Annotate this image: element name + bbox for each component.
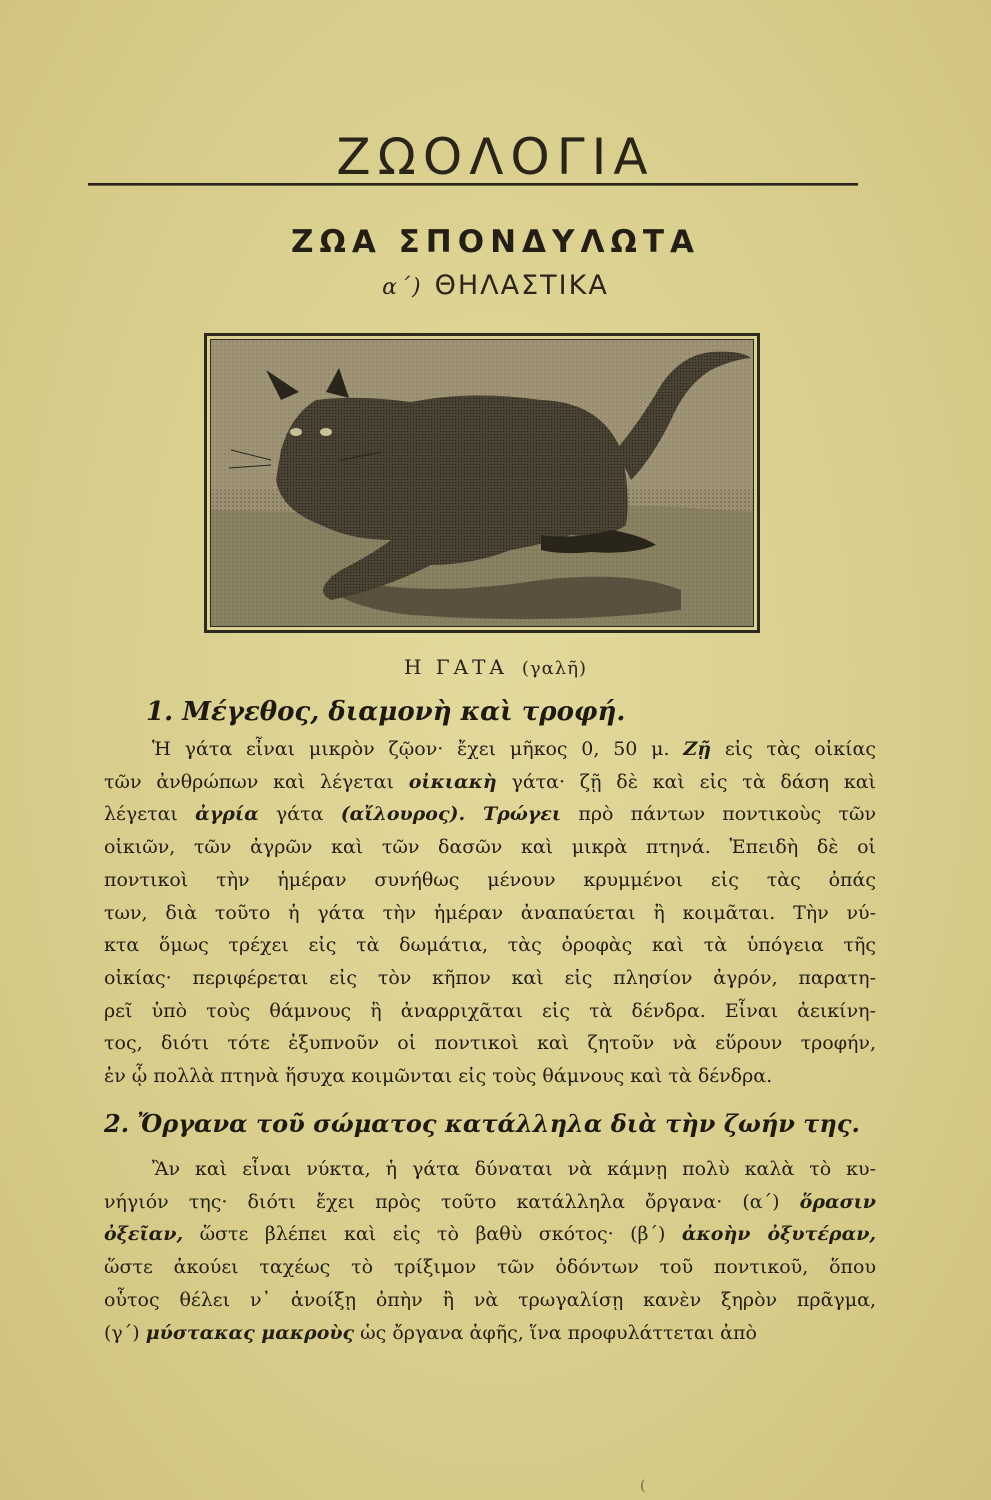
emphasized-term: ὅρασιν — [799, 1190, 876, 1213]
text-line: Ἡ γάτα εἶναι μικρὸν ζῷον· ἔχει μῆκος 0, 50 μ. Ζῇ εἰς τὰς οἰκίας — [152, 738, 876, 760]
text-line: ἐν ᾧ πολλὰ πτηνὰ ἥσυχα κοιμῶνται εἰς τοὺς θάμνους καὶ τὰ δένδρα. — [104, 1065, 773, 1088]
text-line: ὀξεῖαν, ὥστε βλέπει καὶ εἰς τὸ βαθὺ σκότος· (β΄) ἀκοὴν ὀξυτέραν, — [104, 1223, 876, 1246]
figure-caption-small: (γαλῆ) — [521, 658, 588, 679]
section-title — [0, 270, 991, 301]
section-heading-1: 1. Μέγεθος, διαμονὴ καὶ τροφή. — [146, 697, 626, 727]
text-line: Ἂν καὶ εἶναι νύκτα, ἡ γάτα δύναται νὰ κάμνῃ πολὺ καλὰ τὸ κυ- — [152, 1158, 876, 1180]
emphasized-term: ἀγρία — [195, 803, 259, 826]
paragraph-2 — [104, 1153, 876, 1349]
chapter-subtitle: ΖΩΑ ΣΠΟΝΔΥΛΩΤΑ — [291, 224, 700, 260]
emphasized-term: οἰκιακὴ — [408, 770, 497, 793]
text-line: λέγεται ἀγρία γάτα (αἴλουρος). Τρώγει πρὸ πάντων ποντικοὺς τῶν — [104, 803, 876, 826]
title-rule — [88, 183, 858, 186]
text-line: κτα ὅμως τρέχει εἰς τὰ δωμάτια, τὰς ὀροφὰς καὶ τὰ ὑπόγεια τῆς — [104, 934, 876, 957]
text-line: των, διὰ τοῦτο ἡ γάτα τὴν ἡμέραν ἀναπαύεται ἢ κοιμᾶται. Τὴν νύ- — [104, 901, 876, 924]
text-line: (γ΄) μύστακας μακροὺς ὡς ὄργανα ἁφῆς, ἵνα προφυλάττεται ἀπὸ — [104, 1321, 757, 1344]
section-heading-2: 2. Ὄργανα τοῦ σώματος κατάλληλα διὰ τὴν ζωήν της. — [104, 1109, 860, 1138]
cat-illustration — [204, 333, 760, 633]
emphasized-term: ὀξεῖαν, — [104, 1223, 184, 1246]
text-line: ὥστε ἀκούει ταχέως τὸ τρίξιμον τῶν ὀδόντων τοῦ ποντικοῦ, ὅπου — [104, 1256, 876, 1279]
text-line: οἰκιῶν, τῶν ἀγρῶν καὶ τῶν δασῶν καὶ μικρὰ πτηνά. Ἐπειδὴ δὲ οἱ — [104, 836, 876, 859]
text-line: τῶν ἀνθρώπων καὶ λέγεται οἰκιακὴ γάτα· ζῇ δὲ καὶ εἰς τὰ δάση καὶ — [104, 770, 876, 793]
text-line: νήγιόν της· διότι ἔχει πρὸς τοῦτο κατάλληλα ὄργανα· (α΄) ὅρασιν — [104, 1190, 876, 1213]
cat-illustration-image — [210, 339, 754, 627]
emphasized-term: (αἴλουρος). Τρώγει — [340, 803, 562, 826]
figure-caption — [0, 655, 991, 679]
section-name: ΘΗΛΑΣΤΙΚΑ — [434, 270, 609, 301]
paragraph-1 — [104, 733, 876, 1093]
page-mark: ( — [640, 1478, 646, 1494]
text-line: οὗτος θέλει ν᾽ ἀνοίξῃ ὀπὴν ἢ νὰ τρωγαλίσῃ κανὲν ξηρὸν πρᾶγμα, — [104, 1288, 876, 1311]
figure-caption-main: Η ΓΑΤΑ — [403, 655, 508, 679]
emphasized-term: μύστακας μακροὺς — [145, 1321, 355, 1344]
text-line: ποντικοὶ τὴν ἡμέραν συνήθως μένουν κρυμμένοι εἰς τὰς ὀπάς — [104, 868, 876, 891]
section-label: α΄) — [382, 275, 423, 300]
text-line: οἰκίας· περιφέρεται εἰς τὸν κῆπον καὶ εἰς πλησίον ἀγρόν, παρατη- — [104, 966, 876, 989]
emphasized-term: ἀκοὴν ὀξυτέραν, — [681, 1223, 876, 1246]
text-line: ρεῖ ὑπὸ τοὺς θάμνους ἢ ἀναρριχᾶται εἰς τὰ δένδρα. Εἶναι ἀεικίνη- — [104, 999, 876, 1022]
emphasized-term: Ζῇ — [683, 738, 712, 760]
text-line: τος, διότι τότε ἐξυπνοῦν οἱ ποντικοὶ καὶ ζητοῦν νὰ εὕρουν τροφήν, — [104, 1032, 876, 1055]
page-title: ΖΩΟΛΟΓΙΑ — [336, 128, 655, 186]
